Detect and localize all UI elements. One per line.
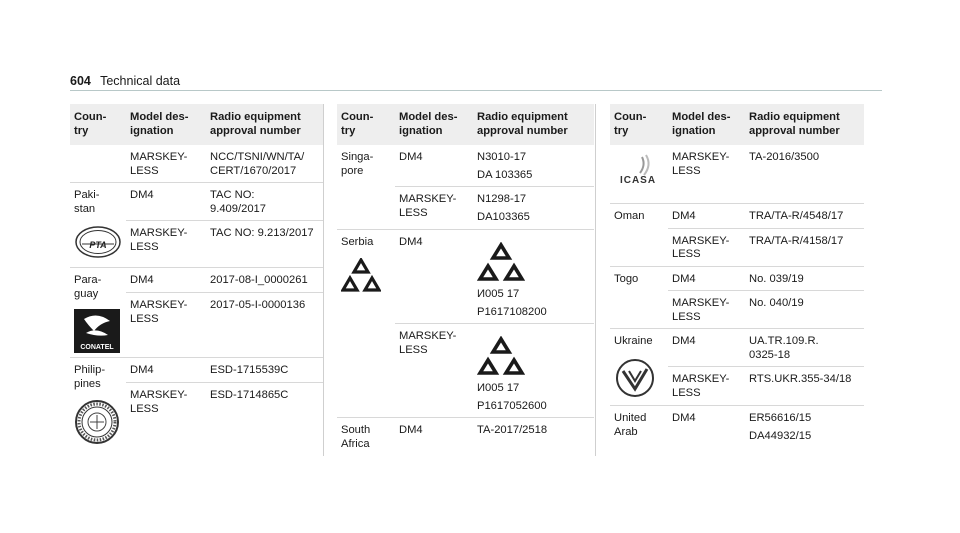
country-cell-south-africa: South Africa <box>337 418 395 465</box>
header-country: Coun- try <box>337 104 395 145</box>
radio-cell: TRA/TA-R/4548/17 <box>745 204 864 229</box>
pta-logo <box>74 224 122 260</box>
radio-cell: TA-2016/3500 <box>749 151 820 163</box>
model-cell: MARSKEY- LESS <box>668 228 745 266</box>
page-number: 604 <box>70 74 91 88</box>
model-cell: DM4 <box>126 268 206 293</box>
svg-text:PTA: PTA <box>89 240 107 250</box>
table-header-row <box>337 104 594 145</box>
header-radio: Radio equipment approval number <box>745 104 864 145</box>
model-cell: MARSKEY- LESS <box>126 293 206 358</box>
table-row <box>337 230 594 324</box>
header-country: Coun- try <box>610 104 668 145</box>
table-row <box>70 358 323 383</box>
country-cell-pakistan: Paki- stan PTA <box>70 183 126 268</box>
radio-cell: TRA/TA-R/4158/17 <box>745 228 864 266</box>
table-row <box>610 406 864 448</box>
country-cell-oman: Oman <box>610 204 668 267</box>
icasa-logo <box>612 151 664 195</box>
radio-cell: TA-2017/2518 <box>473 418 594 465</box>
serbia-triangles-mark <box>477 242 525 284</box>
radio-cell: NCC/TSNI/WN/TA/ CERT/1670/2017 <box>210 151 305 177</box>
approval-table-3 <box>610 104 864 447</box>
radio-cell: И005 17 P1617108200 <box>473 230 594 324</box>
ntc-seal-logo <box>74 399 120 445</box>
country-cell-togo: Togo <box>610 266 668 329</box>
country-cell-singapore: Singa- pore <box>341 151 374 177</box>
model-cell: DM4 <box>668 406 745 448</box>
header-model: Model des- ignation <box>395 104 473 145</box>
ukraine-conformity-logo <box>614 357 656 399</box>
radio-cell: N3010-17 DA 103365 <box>477 151 533 181</box>
serbia-triangles-mark <box>477 336 525 378</box>
country-cell-philippines: Philip- pines <box>70 358 126 450</box>
approval-table-2 <box>337 104 594 464</box>
radio-cell: UA.TR.109.R. 0325-18 <box>745 329 864 367</box>
model-cell: DM4 <box>395 418 473 465</box>
model-cell: DM4 <box>668 266 745 291</box>
radio-cell: ESD-1714865C <box>206 383 323 450</box>
model-cell: MARSKEY- LESS <box>672 151 730 177</box>
model-cell: MARSKEY- LESS <box>126 383 206 450</box>
header-radio: Radio equipment approval number <box>206 104 323 145</box>
radio-cell: И005 17 P1617052600 <box>473 324 594 418</box>
radio-cell: ESD-1715539C <box>206 358 323 383</box>
header-model: Model des- ignation <box>668 104 745 145</box>
model-cell: MARSKEY- LESS <box>126 221 206 268</box>
table-header-row <box>70 104 323 145</box>
model-cell: MARSKEY- LESS <box>395 187 473 230</box>
radio-cell: 2017-05-I-0000136 <box>206 293 323 358</box>
svg-text:CONATEL: CONATEL <box>80 344 114 351</box>
table-row <box>337 145 594 187</box>
conatel-logo <box>74 309 120 353</box>
radio-cell: N1298-17 DA103365 <box>473 187 594 230</box>
header-model: Model des- ignation <box>126 104 206 145</box>
country-cell-ukraine: Ukraine <box>610 329 668 406</box>
country-cell-icasa <box>610 145 668 204</box>
table-header-row <box>610 104 864 145</box>
table-row <box>610 145 864 204</box>
table-row <box>610 329 864 367</box>
header-rule <box>70 90 882 91</box>
radio-cell: TAC NO: 9.213/2017 <box>206 221 323 268</box>
svg-text:ICASA: ICASA <box>619 175 657 186</box>
model-cell: DM4 <box>399 151 423 163</box>
model-cell: DM4 <box>126 183 206 221</box>
radio-cell: 2017-08-I_0000261 <box>206 268 323 293</box>
model-cell: DM4 <box>668 204 745 229</box>
country-cell-paraguay: Para- guay CONATEL <box>70 268 126 358</box>
country-cell-serbia: Serbia <box>337 230 395 418</box>
page-header <box>70 74 180 88</box>
column-divider <box>595 104 596 456</box>
column-divider <box>323 104 324 456</box>
radio-cell: ER56616/15 DA44932/15 <box>745 406 864 448</box>
radio-cell: No. 039/19 <box>745 266 864 291</box>
table-row <box>70 268 323 293</box>
model-cell: MARSKEY- LESS <box>668 367 745 406</box>
table-row <box>337 418 594 465</box>
table-row <box>70 183 323 221</box>
table-row <box>70 145 323 183</box>
serbia-triangles-logo <box>341 258 381 294</box>
approval-table-1 <box>70 104 323 449</box>
radio-cell: No. 040/19 <box>745 291 864 329</box>
table-row <box>610 204 864 229</box>
header-radio: Radio equipment approval number <box>473 104 594 145</box>
country-cell-uae: United Arab <box>610 406 668 448</box>
model-cell: MARSKEY- LESS <box>130 151 188 177</box>
model-cell: DM4 <box>126 358 206 383</box>
table-row <box>610 266 864 291</box>
header-country: Coun- try <box>70 104 126 145</box>
radio-cell: TAC NO: 9.409/2017 <box>206 183 323 221</box>
model-cell: MARSKEY- LESS <box>395 324 473 418</box>
radio-cell: RTS.UKR.355-34/18 <box>745 367 864 406</box>
model-cell: DM4 <box>668 329 745 367</box>
section-title: Technical data <box>100 74 181 88</box>
model-cell: MARSKEY- LESS <box>668 291 745 329</box>
model-cell: DM4 <box>395 230 473 324</box>
